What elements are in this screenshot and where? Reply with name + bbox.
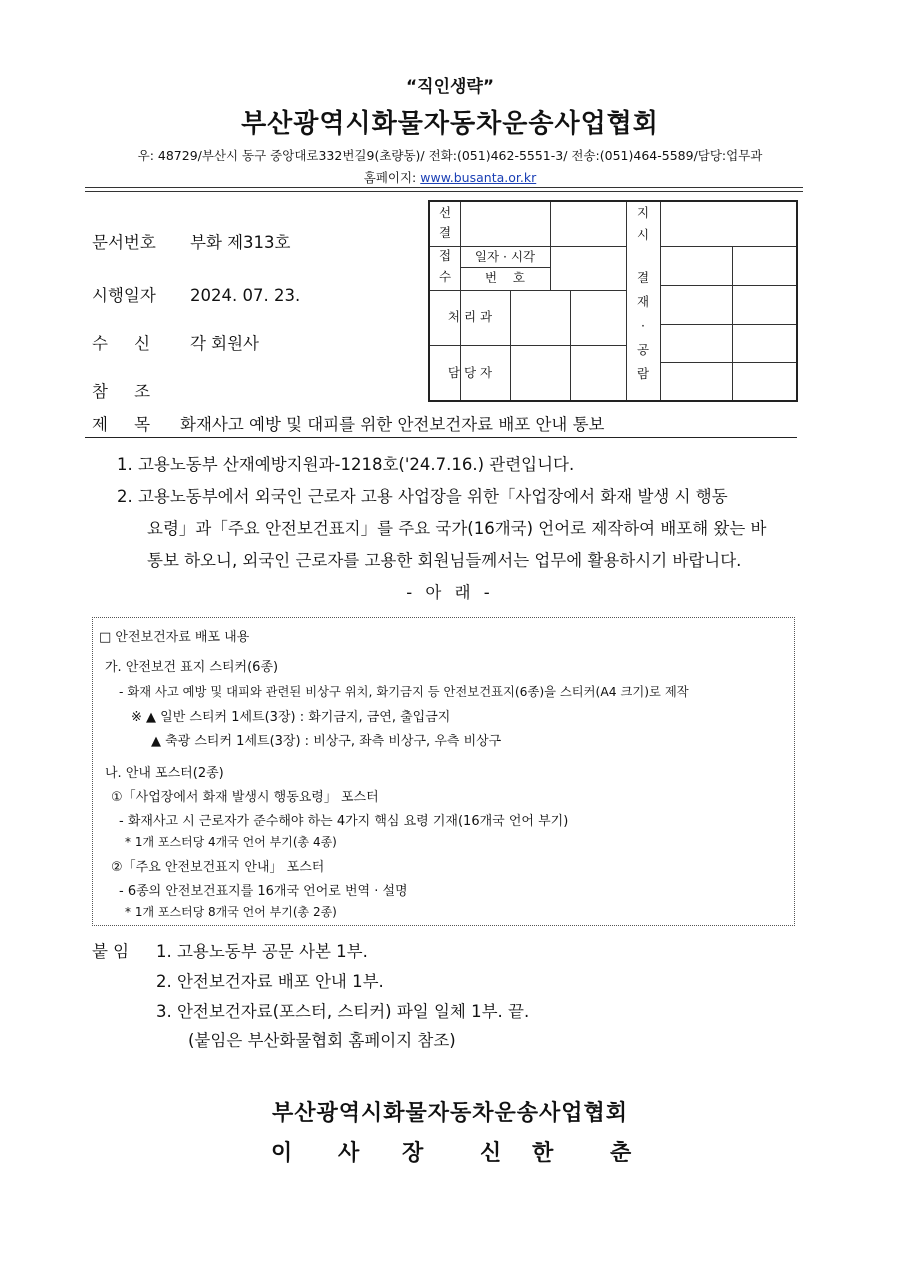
body-paragraph-2-line-2: 요령」과「주요 안전보건표지」를 주요 국가(16개국) 언어로 제작하여 배포해 왔는 바 [147,519,767,538]
approval-gyeoljae-gongram: 결 재 · 공 람 [636,270,650,381]
body-paragraph-1: 1. 고용노동부 산재예방지원과-1218호('24.7.16.) 관련입니다. [117,455,575,474]
subject-label: 제 목 [92,415,151,434]
below-marker: - 아 래 - [406,583,494,602]
details-na-1-title: ①「사업장에서 화재 발생시 행동요령」 포스터 [111,790,379,805]
approval-jeop: 접 [438,248,452,263]
homepage-label: 홈페이지: [363,170,417,185]
details-na-2-desc: - 6종의 안전보건표지를 16개국 언어로 번역 · 설명 [119,884,408,899]
signature-char: 사 [338,1141,360,1166]
signature-char: 이 [271,1141,293,1166]
subject-rule [85,437,797,438]
details-ga-desc: - 화재 사고 예방 및 대피와 관련된 비상구 위치, 화기금지 등 안전보건표지(6종)을 스티커(A4 크기)로 제작 [119,685,689,699]
recipient-label: 수 신 [92,334,151,353]
body-paragraph-2-line-1: 2. 고용노동부에서 외국인 근로자 고용 사업장을 위한「사업장에서 화재 발생 시 행동 [117,487,728,506]
attachment-item-2: 2. 안전보건자료 배포 안내 1부. [156,972,384,991]
recipient-value: 각 회원사 [190,334,260,353]
body-paragraph-2-line-3: 통보 하오니, 외국인 근로자를 고용한 회원님들께서는 업무에 활용하시기 바랍니다. [147,551,742,570]
attachments-note: (붙임은 부산화물협회 홈페이지 참조) [188,1031,456,1050]
details-ga-item-1: ※ ▲ 일반 스티커 1세트(3장) : 화기금지, 금연, 출입금지 [131,710,451,725]
subject-row [92,411,605,435]
approval-box [428,200,798,402]
issue-date-value: 2024. 07. 23. [190,286,301,305]
doc-number-value: 부화 제313호 [190,233,291,252]
reference-label: 참 조 [92,382,151,401]
doc-number-label: 문서번호 [92,233,156,252]
doc-number-row [92,229,291,253]
subject-text: 화재사고 예방 및 대피를 위한 안전보건자료 배포 안내 통보 [180,415,605,434]
reference-row [92,378,190,402]
seal-omitted-note: “직인생략” [405,77,495,97]
approval-seon: 선 [438,205,452,220]
approval-number: 번 호 [484,270,526,285]
approval-processing-dept: 처 리 과 [447,309,493,324]
approval-si: 시 [636,227,650,242]
approval-gyeol: 결 [438,225,452,240]
details-box [92,617,795,926]
homepage-line [0,168,900,186]
details-ga-title: 가. 안전보건 표지 스티커(6종) [105,660,279,675]
approval-person-in-charge: 담 당 자 [447,365,493,380]
attachment-item-1: 1. 고용노동부 공문 사본 1부. [156,942,368,961]
details-ga-item-2: ▲ 축광 스티커 1세트(3장) : 비상구, 좌측 비상구, 우측 비상구 [151,734,502,749]
signature-char: 장 [402,1141,424,1166]
approval-ji: 지 [636,205,650,220]
signature-char: 춘 [610,1141,632,1166]
org-title: 부산광역시화물자동차운송사업협회 [241,109,659,139]
details-na-title: 나. 안내 포스터(2종) [105,766,224,781]
signature-char: 신 [480,1141,502,1166]
homepage-link[interactable]: www.busanta.or.kr [420,170,537,185]
header-double-rule [85,187,803,192]
address-line: 우: 48729/부산시 동구 중앙대로332번길9(초량동)/ 전화:(051)462-5551-3/ 전송:(051)464-5589/담당:업무과 [137,148,763,163]
issue-date-label: 시행일자 [92,286,156,305]
signature-char: 한 [532,1141,554,1166]
attachment-item-3: 3. 안전보건자료(포스터, 스티커) 파일 일체 1부. 끝. [156,1002,530,1021]
approval-su: 수 [438,269,452,284]
issue-date-row [92,282,300,306]
recipient-row [92,330,259,354]
details-na-1-desc: - 화재사고 시 근로자가 준수해야 하는 4가지 핵심 요령 기재(16개국 언어 부기) [119,814,569,829]
signature-org: 부산광역시화물자동차운송사업협회 [271,1101,629,1126]
details-na-1-note: * 1개 포스터당 4개국 언어 부기(총 4종) [125,835,337,849]
details-heading: □ 안전보건자료 배포 내용 [99,630,250,645]
attachments-label: 붙 임 [92,942,130,961]
details-na-2-note: * 1개 포스터당 8개국 언어 부기(총 2종) [125,905,337,919]
approval-datetime: 일자 · 시각 [474,249,536,264]
details-na-2-title: ②「주요 안전보건표지 안내」 포스터 [111,860,325,875]
